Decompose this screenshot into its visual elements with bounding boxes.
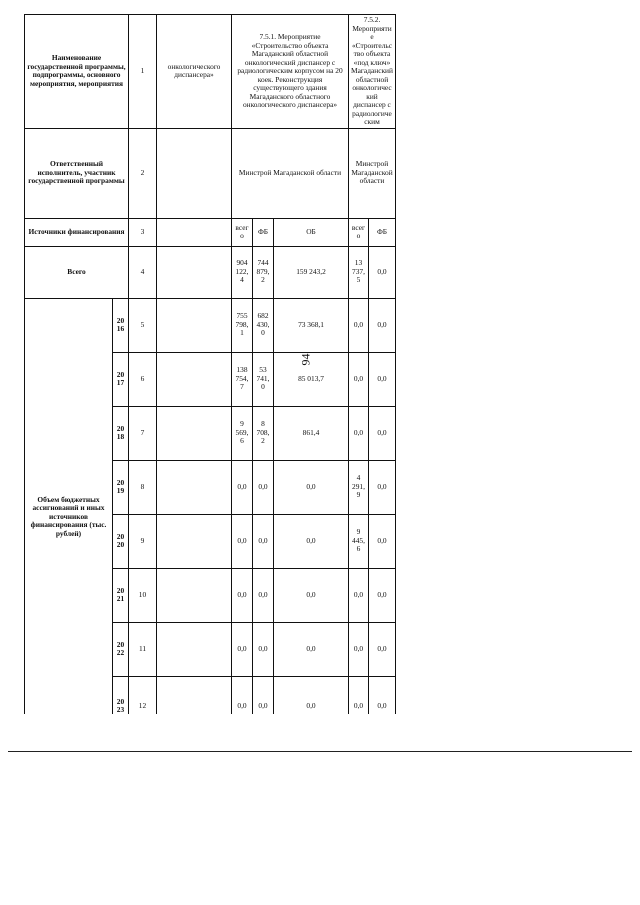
cell-name: 7.5.2. Мероприятие «Строительство объекта «под ключ» Магаданский областной онкологический диспансер с радиологическим [349,15,396,129]
table-row-year-2018 [25,406,621,460]
column-number-12: 12 [129,676,157,714]
budget-table-wrapper [24,14,620,714]
table-row-year-2020 [25,514,621,568]
cell-year-2016: 0,0 [369,298,396,352]
column-header-year-2022: 2022 [113,622,129,676]
cell-source: ОБ [274,218,349,246]
cell-total: 159 243,2 [274,246,349,298]
cell-year-2018: 861,4 [274,406,349,460]
column-number-5: 5 [129,298,157,352]
column-header-year-2018: 2018 [113,406,129,460]
cell-year-2017: 85 013,7 [274,352,349,406]
column-header-name: Наименование государственной программы, подпрограммы, основного мероприятия, мероприятия [25,15,129,129]
cell-year-2019: 0,0 [253,460,274,514]
column-header-year-2019: 2019 [113,460,129,514]
column-header-executor: Ответственный исполнитель, участник государственной программы [25,128,129,218]
cell-year-2023: 0,0 [232,676,253,714]
table-row-year-2017 [25,352,621,406]
column-header-source: Источники финансирования [25,218,129,246]
cell-year-2022 [157,622,232,676]
cell-year-2017: 138 754,7 [232,352,253,406]
cell-name: онкологического диспансера» [157,15,232,129]
column-number-10: 10 [129,568,157,622]
column-number-4: 4 [129,246,157,298]
table-row-year-2016 [25,298,621,352]
cell-year-2019: 4 291,9 [349,460,369,514]
cell-year-2023 [157,676,232,714]
cell-source: всего [349,218,369,246]
table-row-year-2022 [25,622,621,676]
column-number-7: 7 [129,406,157,460]
cell-year-2021: 0,0 [274,568,349,622]
page-number: 94 [298,353,313,366]
table-row-year-2023 [25,676,621,714]
cell-executor: Минстрой Магаданской области [232,128,349,218]
cell-total: 744 879,2 [253,246,274,298]
cell-year-2019 [157,460,232,514]
table-row-total [25,246,621,298]
cell-year-2023: 0,0 [369,676,396,714]
budget-table [24,14,620,714]
cell-year-2016: 682 430,0 [253,298,274,352]
cell-year-2022: 0,0 [253,622,274,676]
column-number-6: 6 [129,352,157,406]
page-rule [8,751,632,752]
table-row-name [25,15,621,129]
cell-year-2016: 755 798,1 [232,298,253,352]
cell-year-2017 [157,352,232,406]
cell-total [157,246,232,298]
budget-table-body [25,15,621,715]
cell-year-2016: 0,0 [349,298,369,352]
column-header-total: Всего [25,246,129,298]
cell-executor [157,128,232,218]
cell-year-2018 [157,406,232,460]
cell-source: ФБ [369,218,396,246]
column-header-year-2016: 2016 [113,298,129,352]
cell-year-2019: 0,0 [369,460,396,514]
cell-year-2017: 53 741,0 [253,352,274,406]
cell-year-2020: 0,0 [274,514,349,568]
cell-year-2020: 9 445,6 [349,514,369,568]
cell-year-2019: 0,0 [232,460,253,514]
cell-executor: Минстрой Магаданской области [349,128,396,218]
cell-year-2016: 73 368,1 [274,298,349,352]
column-number-8: 8 [129,460,157,514]
cell-name: 7.5.1. Мероприятие «Строительство объекта Магаданский областной онкологический диспансер с радиологическим корпусом на 20 коек. Реконструкция существующего здания Магаданского областного онкологического диспансера» [232,15,349,129]
cell-year-2016 [157,298,232,352]
cell-year-2022: 0,0 [232,622,253,676]
cell-year-2020: 0,0 [253,514,274,568]
cell-year-2018: 0,0 [349,406,369,460]
cell-year-2023: 0,0 [253,676,274,714]
cell-year-2021: 0,0 [253,568,274,622]
cell-total: 13 737,5 [349,246,369,298]
cell-year-2022: 0,0 [369,622,396,676]
cell-year-2022: 0,0 [349,622,369,676]
column-number-11: 11 [129,622,157,676]
table-row-year-2019 [25,460,621,514]
cell-source: ФБ [253,218,274,246]
column-number-9: 9 [129,514,157,568]
column-header-year-2023: 2023 [113,676,129,714]
cell-year-2023: 0,0 [349,676,369,714]
cell-year-2018: 9 569,6 [232,406,253,460]
cell-year-2021: 0,0 [349,568,369,622]
table-row-source [25,218,621,246]
column-number-3: 3 [129,218,157,246]
cell-year-2021: 0,0 [232,568,253,622]
column-number-1: 1 [129,15,157,129]
cell-year-2023: 0,0 [274,676,349,714]
cell-source [157,218,232,246]
table-row-executor [25,128,621,218]
table-row-year-2021 [25,568,621,622]
cell-source: всего [232,218,253,246]
cell-total: 0,0 [369,246,396,298]
cell-year-2020: 0,0 [232,514,253,568]
cell-year-2019: 0,0 [274,460,349,514]
cell-year-2017: 0,0 [369,352,396,406]
column-header-year-2020: 2020 [113,514,129,568]
cell-year-2020 [157,514,232,568]
cell-year-2017: 0,0 [349,352,369,406]
cell-year-2021: 0,0 [369,568,396,622]
cell-year-2020: 0,0 [369,514,396,568]
column-header-year-2021: 2021 [113,568,129,622]
cell-year-2022: 0,0 [274,622,349,676]
column-number-2: 2 [129,128,157,218]
cell-total: 904 122,4 [232,246,253,298]
cell-year-2021 [157,568,232,622]
funding-group-header: Объем бюджетных ассигнований и иных источников финансирования (тыс. рублей) [25,298,113,714]
column-header-year-2017: 2017 [113,352,129,406]
cell-year-2018: 0,0 [369,406,396,460]
cell-year-2018: 8 708,2 [253,406,274,460]
